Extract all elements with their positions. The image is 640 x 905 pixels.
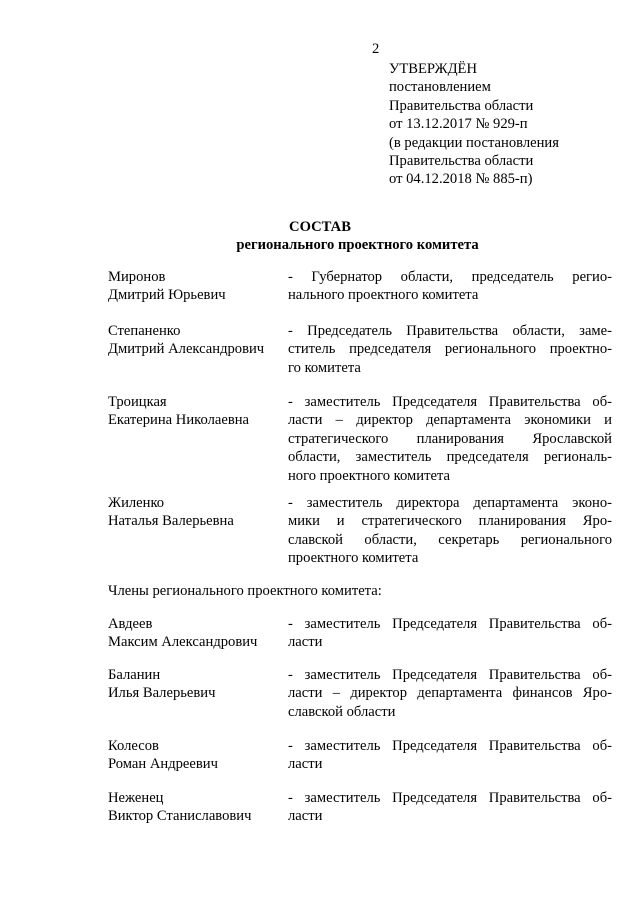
member-role: [288, 322, 612, 377]
approval-line: от 13.12.2017 № 929-п: [389, 116, 528, 133]
approval-line: Правительства области: [389, 97, 534, 114]
member-given-name: Роман Андреевич: [108, 756, 218, 773]
member-surname: Жиленко: [108, 495, 165, 511]
member-role: [288, 789, 612, 826]
member-role: [288, 615, 612, 652]
role-line: - заместитель Председателя Правительства об-: [288, 394, 612, 410]
member-given-name: Екатерина Николаевна: [108, 412, 249, 429]
role-line: ласти: [288, 808, 323, 825]
member-surname: Авдеев: [108, 616, 153, 632]
member-role: [288, 737, 612, 774]
member-name: [108, 268, 226, 305]
approval-line: Правительства области: [389, 152, 534, 169]
members-section-label: Члены регионального проектного комитета:: [108, 583, 382, 599]
member-given-name: Илья Валерьевич: [108, 685, 216, 702]
role-line: го комитета: [288, 359, 361, 376]
member-role: [288, 666, 612, 721]
role-line: - заместитель Председателя Правительства об-: [288, 667, 612, 683]
role-line: стратегического планирования Ярославской: [288, 430, 612, 447]
member-given-name: Наталья Валерьевна: [108, 513, 234, 530]
member-given-name: Дмитрий Юрьевич: [108, 287, 226, 304]
member-name: [108, 737, 218, 774]
approval-line: УТВЕРЖДЁН: [389, 61, 477, 77]
role-line: - заместитель Председателя Правительства об-: [288, 738, 612, 754]
member-surname: Неженец: [108, 790, 164, 806]
role-line: ного проектного комитета: [288, 467, 450, 484]
role-line: - заместитель Председателя Правительства об-: [288, 616, 612, 632]
member-surname: Степаненко: [108, 323, 181, 339]
member-given-name: Дмитрий Александрович: [108, 341, 265, 358]
role-line: ститель председателя регионального проектно-: [288, 341, 612, 358]
member-given-name: Виктор Станиславович: [108, 808, 252, 825]
member-name: [108, 494, 234, 531]
member-role: [288, 393, 612, 485]
page-number: 2: [372, 41, 380, 57]
member-role: [288, 268, 612, 305]
document-heading: [0, 218, 640, 254]
role-line: ласти – директор департамента экономики и: [288, 412, 612, 429]
member-name: [108, 322, 264, 359]
role-line: области, заместитель председателя региональ-: [288, 449, 612, 466]
role-line: ласти – директор департамента финансов Яро-: [288, 685, 612, 702]
role-line: ласти: [288, 634, 323, 651]
member-name: [108, 666, 215, 703]
document-title: СОСТАВ: [289, 219, 351, 235]
approval-line: от 04.12.2018 № 885-п): [389, 171, 533, 188]
role-line: славской области, секретарь регионального: [288, 531, 612, 548]
member-name: [108, 393, 249, 430]
role-line: - Губернатор области, председатель регио-: [288, 269, 612, 285]
role-line: ласти: [288, 756, 323, 773]
member-role: [288, 494, 612, 568]
approval-line: (в редакции постановления: [389, 134, 559, 151]
document-subtitle: регионального проектного комитета: [236, 237, 479, 253]
member-given-name: Максим Александрович: [108, 634, 258, 651]
approval-line: постановлением: [389, 79, 491, 96]
member-name: [108, 789, 251, 826]
member-name: [108, 615, 257, 652]
approval-stamp: [389, 60, 559, 189]
role-line: - заместитель Председателя Правительства об-: [288, 790, 612, 806]
role-line: - заместитель директора департамента эконо-: [288, 495, 612, 511]
member-surname: Колесов: [108, 738, 159, 754]
role-line: славской области: [288, 703, 396, 720]
role-line: нального проектного комитета: [288, 287, 479, 304]
role-line: проектного комитета: [288, 550, 419, 567]
role-line: - Председатель Правительства области, заме-: [288, 323, 612, 339]
role-line: мики и стратегического планирования Яро-: [288, 513, 612, 530]
member-surname: Миронов: [108, 269, 166, 285]
member-surname: Баланин: [108, 667, 161, 683]
member-surname: Троицкая: [108, 394, 167, 410]
